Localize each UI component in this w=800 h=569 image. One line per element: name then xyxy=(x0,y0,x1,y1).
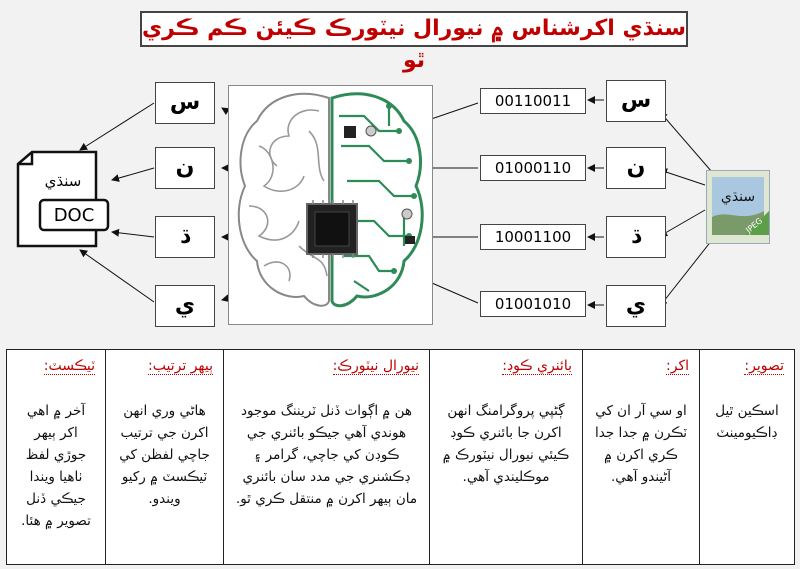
arrow-image-to-letter-4 xyxy=(660,240,712,306)
column-neural-network xyxy=(224,350,430,565)
brain-icon xyxy=(229,86,432,324)
explanation-table xyxy=(6,349,795,565)
output-document xyxy=(16,150,114,250)
source-image xyxy=(706,170,770,244)
column-body: اسڪين ٿيل ڊاڪيومينٽ xyxy=(715,403,779,441)
column-body: او سي آر ان کي ٽڪرن ۾ جدا جدا ڪري اکرن ۾ آڻيندو آهي. xyxy=(595,403,687,485)
arrow-image-to-letter-3 xyxy=(660,210,705,236)
column-heading: نيورال نيٽورڪ: xyxy=(332,358,419,374)
arrow-letter-to-doc-1 xyxy=(80,103,154,150)
input-letter-1: س xyxy=(606,80,666,122)
arrow-image-to-letter-1 xyxy=(660,112,712,172)
arrow-letter-to-doc-3 xyxy=(112,232,154,237)
column-heading: تصوير: xyxy=(744,358,784,374)
page-title: سنڌي اکرشناس ۾ نيورال نيٽورڪ ڪيئن ڪم ڪري ٿو xyxy=(140,11,688,47)
document-icon xyxy=(16,150,114,250)
input-letter-2: ن xyxy=(606,147,666,189)
input-letter-3: ڌ xyxy=(606,216,666,258)
binary-code-4: 01001010 xyxy=(480,291,586,317)
column-body: هاڻي وري انهن اکرن جي ترتيب جاچي لفظن کي ٽيڪسٽ ۾ رکيو ويندو. xyxy=(119,403,210,507)
output-letter-3: ڌ xyxy=(155,216,215,258)
arrow-letter-to-doc-4 xyxy=(80,250,154,302)
output-letter-4: ي xyxy=(155,285,215,327)
column-binary-code xyxy=(430,350,583,565)
column-body: ڳڻپي پروگرامنگ انهن اکرن جا بائنري ڪوڊ ڪيئي نيورال نيٽورڪ ۾ موڪليندي آهي. xyxy=(442,403,570,485)
image-file-icon xyxy=(707,171,769,243)
column-heading: بائنري ڪوڊ: xyxy=(502,358,572,374)
output-letter-2: ن xyxy=(155,147,215,189)
column-body: هن ۾ اڳوات ڏنل ٽريننگ موجود هوندي آهي جيڪو بائنري جي ڪوڊن کي جاچي، گرامر ۽ ڊڪشنري جي مدد سان بائنري مان ٻيهر اکرن ۾ منتقل ڪري ٿو. xyxy=(235,403,418,507)
column-body: آخر ۾ اهي اکر ٻيهر جوڙي لفظ ٺاهيا ويندا جيڪي ڏنل تصوير ۾ هئا. xyxy=(21,403,91,529)
image-label: سنڌي xyxy=(720,189,756,205)
column-reorder xyxy=(106,350,224,565)
arrow-image-to-letter-2 xyxy=(660,170,705,185)
column-letters xyxy=(583,350,700,565)
document-badge: DOC xyxy=(53,205,95,226)
output-letter-1: س xyxy=(155,82,215,124)
binary-code-3: 10001100 xyxy=(480,224,586,250)
column-image xyxy=(700,350,795,565)
binary-code-2: 01000110 xyxy=(480,155,586,181)
document-label: سنڌي xyxy=(44,172,82,190)
image-format: JPEG xyxy=(744,216,765,235)
arrow-letter-to-doc-2 xyxy=(112,168,154,180)
input-letter-4: ي xyxy=(606,285,666,327)
binary-code-1: 00110011 xyxy=(480,88,586,114)
column-text xyxy=(7,350,106,565)
column-heading: ٽيڪسٽ: xyxy=(43,358,95,374)
neural-network-brain xyxy=(228,85,433,325)
column-heading: ٻيهر ترتيب: xyxy=(148,358,213,374)
column-heading: اکر: xyxy=(666,358,689,374)
